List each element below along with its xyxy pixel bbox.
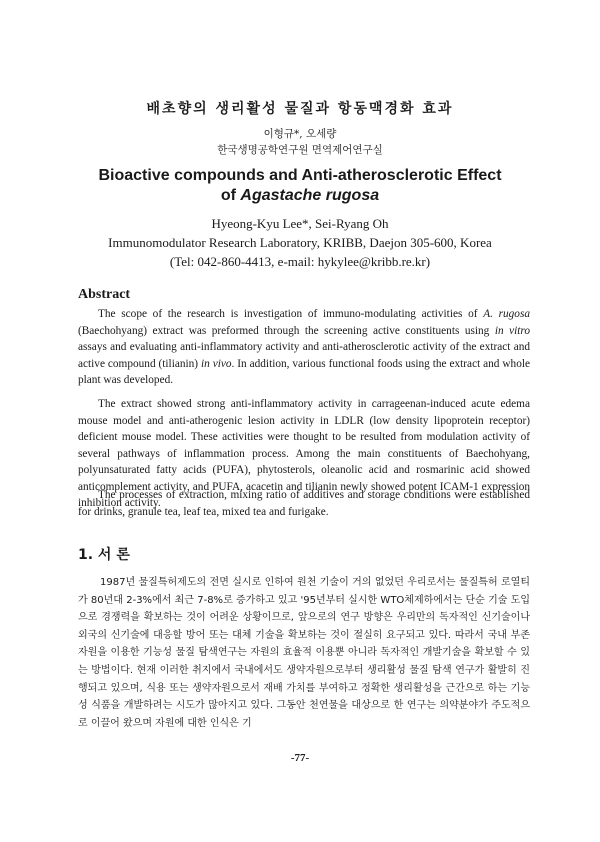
english-title-line1: Bioactive compounds and Anti-atherosclerotic Effect bbox=[98, 167, 502, 184]
in-vivo-italic: in vivo bbox=[200, 357, 232, 370]
korean-authors: 이형규*, 오세량 bbox=[263, 128, 337, 140]
body-paragraph: 1987년 물질특허제도의 전면 실시로 인하여 원천 기술이 거의 없었던 우리로서는 물질특허 로열티가 80년대 2-3%에서 최근 7-8%로 증가하고 있고 '95년부터 실시한 WTO체제하에서는 단순 기술 도입으로 경쟁력을 확보하는 것이 어려운 상황이므로, 앞으로의 연구 방향은 우리만의 독자적인 신기술이나 외국의 신기술에 대응할 방어 또는 대체 기술을 확보하는 것이 절실히 요구되고 있다. 따라서 국내 부존자원을 이용한 기능성 물질 탐색연구는 자원의 효율적 이용뿐 아니라 독자적인 개발기술을 확보할 수 있는 방법이다. 현재 이러한 취지에서 국내에서도 생약자원으로부터 생리활성 물질 탐색 연구가 활발히 진행되고 있으며, 식용 또는 생약자원으로서 재배 가치를 부여하고 정확한 생리활성을 근간으로 하는 기능성 식품을 개발하려는 시도가 많아지고 있다. 그동안 천연물을 대상으로 한 연구는 의약분야가 주도적으로 이끌어 왔으며 자원에 대한 인식은 기 bbox=[78, 577, 530, 729]
english-title-line2 bbox=[0, 186, 600, 206]
english-title bbox=[0, 166, 600, 206]
abstract-text: . In addition, various functional foods using the extract and whole plant was developed. bbox=[78, 357, 530, 386]
abstract-paragraph-1 bbox=[78, 306, 530, 389]
english-affiliation: Immunomodulator Research Laboratory, KRIBB, Daejon 305-600, Korea bbox=[108, 235, 492, 250]
in-vitro-italic: in vitro bbox=[494, 324, 530, 337]
abstract-text: (Baechohyang) extract was preformed through the screening active constituents using bbox=[78, 324, 495, 337]
section-body bbox=[78, 574, 530, 732]
abstract-heading: Abstract bbox=[78, 287, 131, 302]
abstract-text: assays and evaluating anti-inflammatory activity and anti-atherosclerotic activity of the extract and active compound (tilianin) bbox=[78, 341, 530, 370]
korean-affiliation: 한국생명공학연구원 면역제어연구실 bbox=[217, 144, 383, 156]
section-heading: 1. 서 론 bbox=[78, 547, 130, 563]
abstract-text: The extract showed strong anti-inflammatory activity in carrageenan-induced acute edema mouse model and anti-atherogenic lesion activity in LDLR (low density lipoprotein receptor) deficient mouse model. These activities were thought to be resulted from modulation activity of several pathways of inflammation process. Among the main constituents of Baechohyang, polyunsaturated fatty acids (PUFA), phytosterols, oleanolic acid and rosmarinic acid showed anticomplement activity, and PUFA, acacetin and tilianin newly showed potent ICAM-1 expression inhibition activity. bbox=[78, 398, 530, 509]
page-number: -77- bbox=[290, 752, 310, 764]
english-title-of: of bbox=[220, 187, 241, 204]
contact-info: (Tel: 042-860-4413, e-mail: hykylee@kribb.re.kr) bbox=[169, 254, 431, 269]
english-title-species: Agastache rugosa bbox=[240, 187, 380, 204]
english-authors: Hyeong-Kyu Lee*, Sei-Ryang Oh bbox=[211, 216, 389, 231]
abstract-paragraph-3 bbox=[78, 487, 530, 520]
abstract-text: The scope of the research is investigation of immuno-modulating activities of bbox=[98, 308, 484, 320]
korean-title: 배초향의 생리활성 물질과 항동맥경화 효과 bbox=[146, 101, 454, 117]
species-italic: A. rugosa bbox=[483, 308, 530, 320]
abstract-text: The processes of extraction, mixing ratio of additives and storage conditions were established for drinks, granule tea, leaf tea, mixed tea and furigake. bbox=[78, 489, 530, 518]
